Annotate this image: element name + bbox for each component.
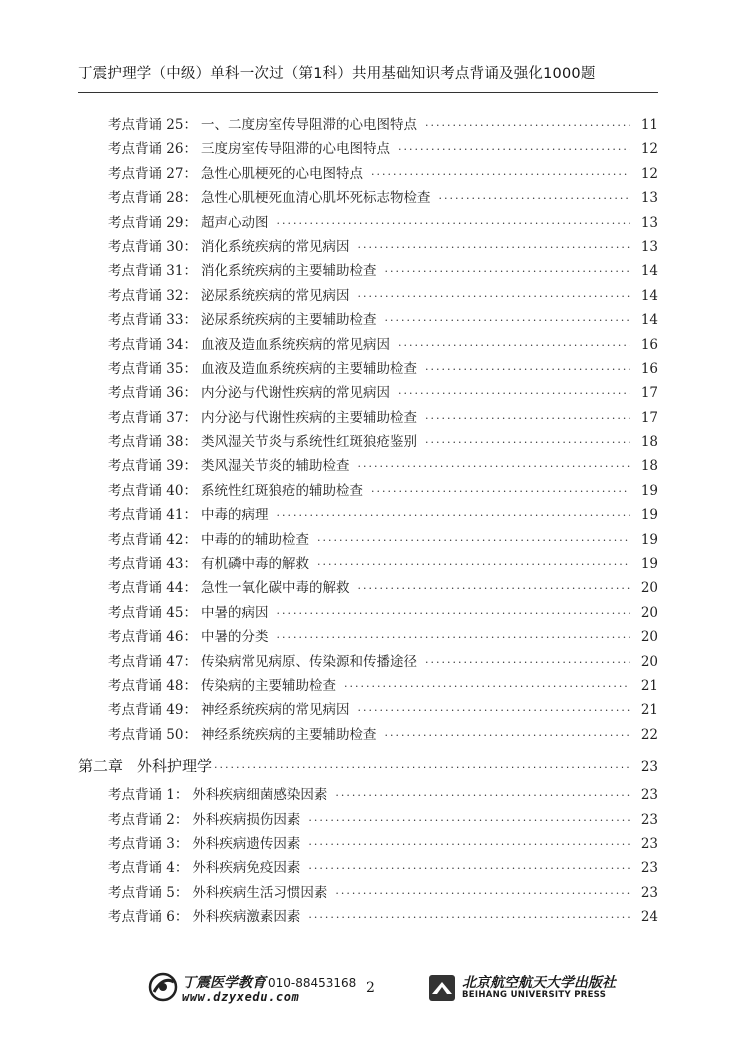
leader-dots <box>214 761 630 774</box>
leader-dots <box>335 789 630 802</box>
entry-page: 23 <box>640 787 658 804</box>
entry-page: 23 <box>640 884 658 901</box>
entry-title: 神经系统疾病的主要辅助检查 <box>200 726 377 743</box>
entry-label: 考点背诵 33： <box>108 312 197 329</box>
publisher-brand-right <box>428 972 628 1006</box>
toc-entry[interactable] <box>78 625 658 649</box>
entry-page: 14 <box>640 287 658 304</box>
leader-dots <box>425 656 630 669</box>
entry-title: 类风湿关节炎的辅助检查 <box>200 458 350 475</box>
leader-dots <box>308 838 630 851</box>
toc-entry[interactable] <box>78 381 658 405</box>
leader-dots <box>398 143 630 156</box>
leader-dots <box>276 631 630 644</box>
leader-dots <box>384 265 630 278</box>
entry-page: 21 <box>640 677 658 694</box>
leader-dots <box>425 412 630 425</box>
toc-entry[interactable] <box>78 137 658 161</box>
entry-page: 23 <box>640 811 658 828</box>
toc-entry[interactable] <box>78 333 658 357</box>
toc-entry[interactable] <box>78 503 658 527</box>
leader-dots <box>344 680 630 693</box>
leader-dots <box>425 436 630 449</box>
entry-title: 内分泌与代谢性疾病的常见病因 <box>200 385 390 402</box>
entry-label: 考点背诵 27： <box>108 165 197 182</box>
toc-entry[interactable] <box>78 284 658 308</box>
header-divider <box>78 92 658 93</box>
brand-name: 丁震医学教育 <box>182 975 266 991</box>
leader-dots <box>276 217 630 230</box>
entry-label: 考点背诵 5： <box>108 884 189 901</box>
entry-title: 泌尿系统疾病的主要辅助检查 <box>200 312 377 329</box>
entry-label: 考点背诵 48： <box>108 677 197 694</box>
toc-entry[interactable] <box>78 454 658 478</box>
chapter-page: 23 <box>640 759 658 776</box>
chapter-title: 外科护理学 <box>137 757 213 776</box>
toc-entry[interactable] <box>78 698 658 722</box>
entry-page: 20 <box>640 580 658 597</box>
leader-dots <box>357 460 630 473</box>
entry-page: 19 <box>640 556 658 573</box>
entry-page: 19 <box>640 507 658 524</box>
brand-phone: 010-88453168 <box>268 976 357 990</box>
toc-entry[interactable] <box>78 430 658 454</box>
leader-dots <box>357 241 630 254</box>
entry-title: 中暑的分类 <box>200 629 269 646</box>
toc-entry[interactable] <box>78 113 658 137</box>
entry-label: 考点背诵 32： <box>108 287 197 304</box>
leader-dots <box>398 387 630 400</box>
toc-entry[interactable] <box>78 783 658 807</box>
entry-title: 血液及造血系统疾病的常见病因 <box>200 336 390 353</box>
entry-label: 考点背诵 29： <box>108 214 197 231</box>
brand-url[interactable]: www.dzyxedu.com <box>182 990 300 1004</box>
entry-label: 考点背诵 31： <box>108 263 197 280</box>
entry-page: 18 <box>640 458 658 475</box>
entry-label: 考点背诵 2： <box>108 811 189 828</box>
entry-title: 外科疾病生活习惯因素 <box>192 884 328 901</box>
entry-page: 17 <box>640 385 658 402</box>
entry-label: 考点背诵 42： <box>108 531 197 548</box>
entry-label: 考点背诵 49： <box>108 702 197 719</box>
toc-entry[interactable] <box>78 674 658 698</box>
leader-dots <box>425 363 630 376</box>
toc-entry[interactable] <box>78 601 658 625</box>
leader-dots <box>384 314 630 327</box>
leader-dots <box>276 509 630 522</box>
leader-dots <box>357 582 630 595</box>
press-logo-icon <box>428 974 456 1002</box>
entry-page: 19 <box>640 482 658 499</box>
toc-entry[interactable] <box>78 528 658 552</box>
entry-title: 泌尿系统疾病的常见病因 <box>200 287 350 304</box>
toc-group-chapter-1 <box>78 113 658 747</box>
toc-entry[interactable] <box>78 723 658 747</box>
entry-label: 考点背诵 34： <box>108 336 197 353</box>
entry-title: 急性心肌梗死的心电图特点 <box>200 165 363 182</box>
toc-entry[interactable] <box>78 259 658 283</box>
entry-title: 消化系统疾病的常见病因 <box>200 238 350 255</box>
entry-label: 考点背诵 25： <box>108 117 197 133</box>
entry-label: 考点背诵 36： <box>108 385 197 402</box>
entry-label: 考点背诵 30： <box>108 238 197 255</box>
leader-dots <box>384 729 630 742</box>
toc-entry[interactable] <box>78 808 658 832</box>
entry-title: 三度房室传导阻滞的心电图特点 <box>200 141 390 158</box>
entry-page: 20 <box>640 653 658 670</box>
entry-label: 考点背诵 43： <box>108 556 197 573</box>
entry-label: 考点背诵 3： <box>108 835 189 852</box>
leader-dots <box>357 704 630 717</box>
leader-dots <box>357 290 630 303</box>
entry-title: 消化系统疾病的主要辅助检查 <box>200 263 377 280</box>
toc-entry[interactable] <box>78 832 658 856</box>
entry-label: 考点背诵 4： <box>108 860 189 877</box>
entry-title: 外科疾病损伤因素 <box>192 811 301 828</box>
leader-dots <box>425 119 630 132</box>
toc-entry[interactable] <box>78 650 658 674</box>
toc-entry[interactable] <box>78 235 658 259</box>
leader-dots <box>317 534 630 547</box>
entry-page: 13 <box>640 214 658 231</box>
entry-label: 考点背诵 28： <box>108 190 197 207</box>
page-number: 2 <box>366 980 375 996</box>
leader-dots <box>438 192 630 205</box>
entry-label: 考点背诵 47： <box>108 653 197 670</box>
entry-title: 一、二度房室传导阻滞的心电图特点 <box>200 117 417 133</box>
entry-label: 考点背诵 38： <box>108 434 197 451</box>
entry-label: 考点背诵 44： <box>108 580 197 597</box>
toc-entry[interactable] <box>78 162 658 186</box>
entry-page: 14 <box>640 263 658 280</box>
leader-dots <box>308 911 630 924</box>
leader-dots <box>335 887 630 900</box>
brand-logo-icon <box>148 972 178 1002</box>
entry-title: 系统性红斑狼疮的辅助检查 <box>200 482 363 499</box>
entry-label: 考点背诵 46： <box>108 629 197 646</box>
leader-dots <box>371 485 630 498</box>
entry-label: 考点背诵 6： <box>108 909 189 926</box>
leader-dots <box>308 862 630 875</box>
entry-title: 外科疾病遗传因素 <box>192 835 301 852</box>
entry-title: 传染病常见病原、传染源和传播途径 <box>200 653 417 670</box>
entry-label: 考点背诵 26： <box>108 141 197 158</box>
entry-title: 神经系统疾病的常见病因 <box>200 702 350 719</box>
leader-dots <box>317 558 630 571</box>
entry-page: 14 <box>640 312 658 329</box>
entry-label: 考点背诵 1： <box>108 787 189 804</box>
entry-page: 20 <box>640 604 658 621</box>
entry-page: 13 <box>640 190 658 207</box>
chapter-number: 第二章 <box>78 757 124 776</box>
publisher-brand-left <box>148 970 357 1006</box>
entry-title: 外科疾病免疫因素 <box>192 860 301 877</box>
entry-title: 超声心动图 <box>200 214 269 231</box>
entry-page: 23 <box>640 835 658 852</box>
toc-entry[interactable] <box>78 881 658 905</box>
entry-title: 急性心肌梗死血清心肌坏死标志物检查 <box>200 190 431 207</box>
entry-title: 中暑的病因 <box>200 604 269 621</box>
leader-dots <box>276 607 630 620</box>
entry-title: 有机磷中毒的解救 <box>200 556 309 573</box>
entry-page: 18 <box>640 434 658 451</box>
entry-page: 16 <box>640 336 658 353</box>
entry-label: 考点背诵 50： <box>108 726 197 743</box>
chapter-heading[interactable] <box>78 755 658 781</box>
entry-page: 12 <box>640 141 658 158</box>
entry-page: 13 <box>640 238 658 255</box>
entry-title: 外科疾病细菌感染因素 <box>192 787 328 804</box>
press-name-cn: 北京航空航天大学出版社 <box>462 975 616 991</box>
entry-title: 中毒的病理 <box>200 507 269 524</box>
toc-entry[interactable] <box>78 479 658 503</box>
toc-entry[interactable] <box>78 357 658 381</box>
entry-page: 16 <box>640 360 658 377</box>
entry-page: 19 <box>640 531 658 548</box>
toc-entry[interactable] <box>78 905 658 929</box>
entry-title: 急性一氧化碳中毒的解救 <box>200 580 350 597</box>
entry-page: 22 <box>640 726 658 743</box>
entry-title: 血液及造血系统疾病的主要辅助检查 <box>200 360 417 377</box>
entry-label: 考点背诵 41： <box>108 507 197 524</box>
entry-label: 考点背诵 45： <box>108 604 197 621</box>
entry-label: 考点背诵 35： <box>108 360 197 377</box>
entry-title: 传染病的主要辅助检查 <box>200 677 336 694</box>
entry-page: 12 <box>640 165 658 182</box>
entry-label: 考点背诵 39： <box>108 458 197 475</box>
toc-entry[interactable] <box>78 856 658 880</box>
entry-page: 20 <box>640 629 658 646</box>
running-header: 丁震护理学（中级）单科一次过（第1科）共用基础知识考点背诵及强化1000题 <box>78 66 596 82</box>
toc-entry[interactable] <box>78 211 658 235</box>
toc-entry[interactable] <box>78 186 658 210</box>
entry-page: 21 <box>640 702 658 719</box>
table-of-contents <box>78 113 658 930</box>
entry-title: 中毒的的辅助检查 <box>200 531 309 548</box>
entry-title: 类风湿关节炎与系统性红斑狼疮鉴别 <box>200 434 417 451</box>
entry-title: 外科疾病激素因素 <box>192 909 301 926</box>
entry-page: 24 <box>640 909 658 926</box>
leader-dots <box>308 814 630 827</box>
leader-dots <box>371 168 630 181</box>
toc-entry[interactable] <box>78 576 658 600</box>
entry-title: 内分泌与代谢性疾病的主要辅助检查 <box>200 409 417 426</box>
entry-page: 17 <box>640 409 658 426</box>
entry-label: 考点背诵 37： <box>108 409 197 426</box>
leader-dots <box>398 339 630 352</box>
toc-group-chapter-2 <box>78 783 658 929</box>
entry-page: 11 <box>640 117 658 133</box>
entry-page: 23 <box>640 860 658 877</box>
toc-entry[interactable] <box>78 308 658 332</box>
entry-label: 考点背诵 40： <box>108 482 197 499</box>
toc-entry[interactable] <box>78 406 658 430</box>
toc-entry[interactable] <box>78 552 658 576</box>
press-name-en: BEIHANG UNIVERSITY PRESS <box>462 990 607 1000</box>
